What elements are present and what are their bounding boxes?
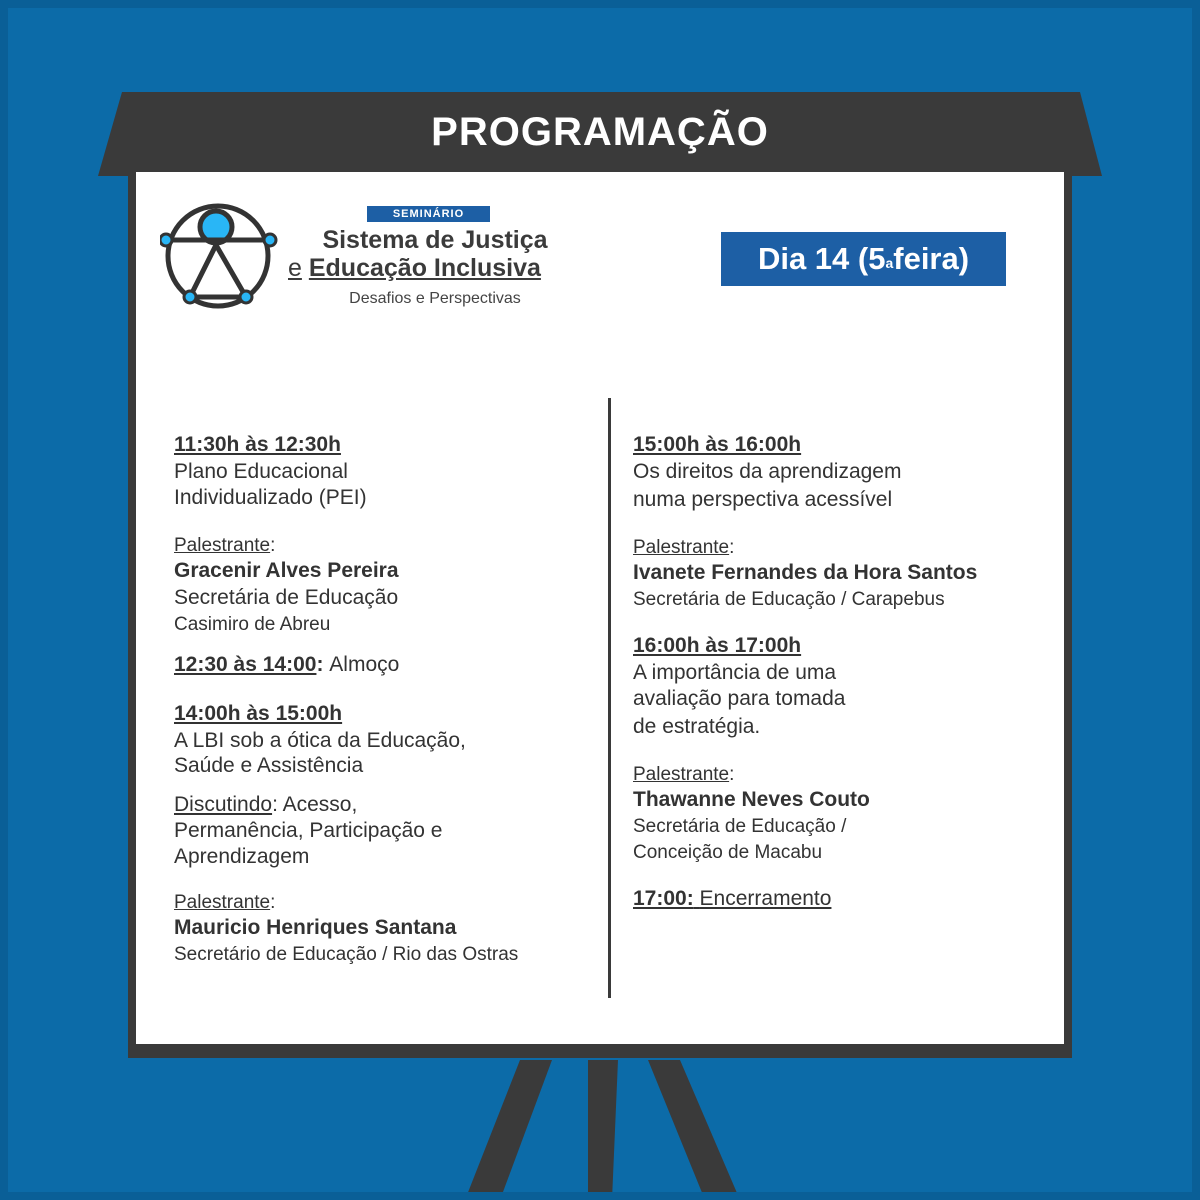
session-title: Individualizado (PEI) xyxy=(174,486,367,509)
session-time: 15:00h às 16:00h xyxy=(633,433,802,456)
session-title: A LBI sob a ótica da Educação, xyxy=(174,729,466,752)
speaker-role: Secretária de Educação xyxy=(174,586,399,609)
speaker-role: Secretária de Educação / xyxy=(633,816,847,837)
seminar-title-e: e xyxy=(288,254,302,282)
speaker-role: Secretária de Educação / Carapebus xyxy=(633,589,945,610)
discussion-text: Permanência, Participação e xyxy=(174,819,443,842)
discussion-text: Acesso, xyxy=(282,793,358,816)
speaker-label: Palestrante xyxy=(174,535,271,556)
page-title: PROGRAMAÇÃO xyxy=(431,109,769,154)
speaker-name: Ivanete Fernandes da Hora Santos xyxy=(633,561,978,584)
speaker-name: Mauricio Henriques Santana xyxy=(174,916,457,939)
session-time: 14:00h às 15:00h xyxy=(174,702,343,725)
speaker-name: Thawanne Neves Couto xyxy=(633,788,870,811)
speaker-label: Palestrante xyxy=(633,764,730,785)
speaker-place: Casimiro de Abreu xyxy=(174,614,331,635)
seminar-subtitle: Desafios e Perspectivas xyxy=(349,290,521,307)
session-title: Saúde e Assistência xyxy=(174,754,364,777)
session-title: A importância de uma xyxy=(633,661,837,684)
schedule-right-column: 15:00h às 16:00h Os direitos da aprendizagem numa perspectiva acessível Palestrante: Ivanete Fernandes da Hora Santos Secretária de Educação / Carapebus 16:00h às 17:00h A importância de uma avaliação para tomada de estratégia. Palestrante: Thawanne Neves Couto Secretária de Educação / Conceição de Macabu 17:00: Encerramento xyxy=(633,433,978,910)
session-time: 16:00h às 17:00h xyxy=(633,634,802,657)
lunch-text: Almoço xyxy=(329,653,400,676)
seminar-title-rest: Educação Inclusiva xyxy=(308,254,541,282)
speaker-label: Palestrante xyxy=(174,892,271,913)
lunch-time: 12:30 às 14:00 xyxy=(174,653,317,676)
column-divider xyxy=(608,398,611,998)
day-end: feira) xyxy=(893,241,970,276)
speaker-place: Conceição de Macabu xyxy=(633,842,823,863)
closing-time: 17:00: xyxy=(633,887,694,910)
schedule-left-column: 11:30h às 12:30h Plano Educacional Individualizado (PEI) Palestrante: Gracenir Alves Pereira Secretária de Educação Casimiro de Abreu 12:30 às 14:00: Almoço 14:00h às 15:00h A LBI sob a ótica da Educação, Saúde e Assistência Discutindo: Acesso, Permanência, Participação e Aprendizagem Palestrante: Mauricio Henriques Santana Secretário de Educação / Rio das Ostras xyxy=(174,0,604,1200)
speaker-label: Palestrante xyxy=(633,537,730,558)
day-main: Dia 14 (5 xyxy=(757,241,886,276)
session-title: avaliação para tomada xyxy=(633,687,846,710)
closing-text: Encerramento xyxy=(699,887,832,910)
discussion-label: Discutindo xyxy=(174,793,273,816)
seminar-title-line1: Sistema de Justiça xyxy=(322,226,548,254)
day-ordinal: a xyxy=(885,255,894,271)
seminar-badge: SEMINÁRIO xyxy=(367,206,490,222)
session-title: Os direitos da aprendizagem xyxy=(633,460,902,483)
speaker-name: Gracenir Alves Pereira xyxy=(174,559,399,582)
session-title: numa perspectiva acessível xyxy=(633,488,893,511)
session-time: 11:30h às 12:30h xyxy=(174,433,341,456)
discussion-text: Aprendizagem xyxy=(174,845,310,868)
speaker-role: Secretário de Educação / Rio das Ostras xyxy=(174,944,519,965)
session-title: de estratégia. xyxy=(633,715,761,738)
session-title: Plano Educacional xyxy=(174,460,348,483)
